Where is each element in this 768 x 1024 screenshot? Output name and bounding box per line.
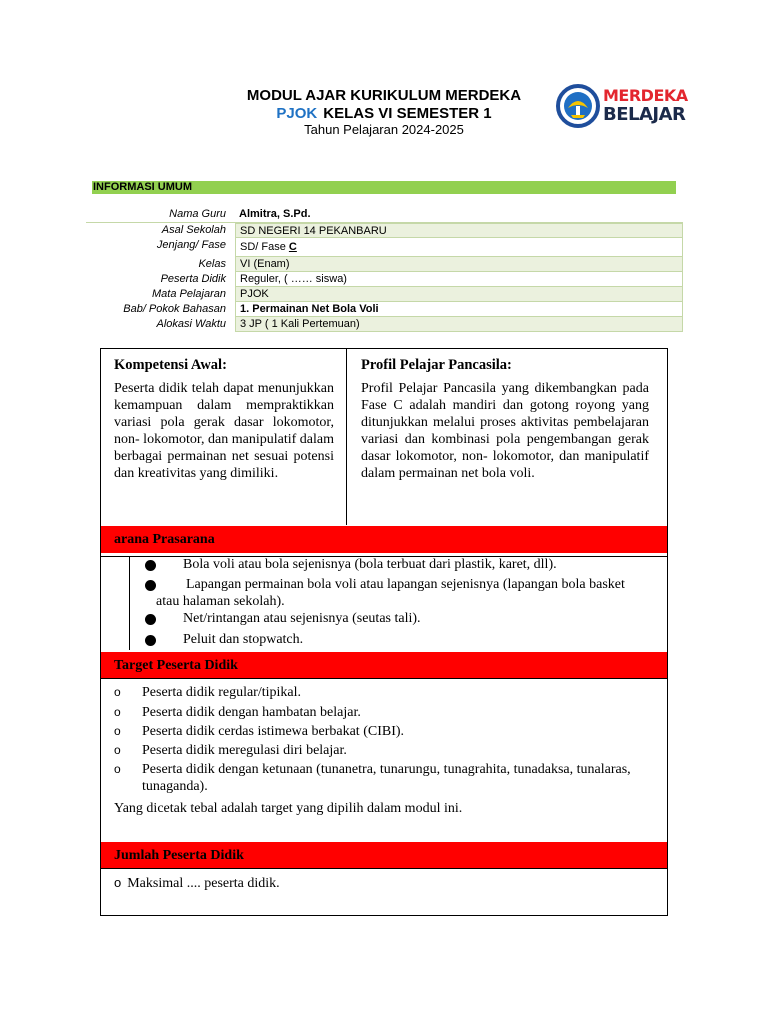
list-item-text: Peserta didik dengan hambatan belajar. xyxy=(142,705,361,720)
circle-bullet-icon: o xyxy=(114,743,121,757)
info-label: Nama Guru xyxy=(169,208,226,220)
list-item-text: Peluit dan stopwatch. xyxy=(183,632,304,647)
informasi-umum-heading: INFORMASI UMUM xyxy=(92,181,676,194)
info-row-kelas xyxy=(86,257,683,272)
list-item-text: Net/rintangan atau sejenisnya (seutas tali). xyxy=(183,611,421,626)
logo-line-belajar: BELAJAR xyxy=(603,104,686,125)
info-value: Reguler, ( …… siswa) xyxy=(235,272,683,287)
info-row-jenjang-fase xyxy=(86,238,683,257)
info-row-mata-pelajaran xyxy=(86,287,683,302)
jumlah-top-rule xyxy=(101,868,667,869)
kompetensi-awal-body: Peserta didik telah dapat menunjukkan kemampuan dalam mempraktikkan variasi pola gerak dasar lokomotor, non- lokomotor, dan manipulatif dalam berbagai permainan net sesuai potensi dan kreativitas yang dimiliki. xyxy=(114,381,334,481)
informasi-umum-table xyxy=(86,207,683,332)
list-item xyxy=(114,874,280,892)
list-item-text: Peserta didik dengan ketunaan (tunanetra, tunarungu, tunagrahita, tunadaksa, tunalaras, tunaganda). xyxy=(142,762,631,794)
info-label: Jenjang/ Fase xyxy=(156,239,226,251)
target-top-rule xyxy=(101,678,667,679)
info-row-pokok-bahasan xyxy=(86,302,683,317)
list-item-text: Bola voli atau bola sejenisnya (bola terbuat dari plastik, karet, dll). xyxy=(183,557,557,572)
subject-label: PJOK xyxy=(276,105,318,122)
info-row-nama-guru xyxy=(86,207,683,222)
info-value: Almitra, S.Pd. xyxy=(239,208,311,220)
list-item-text: Maksimal .... peserta didik. xyxy=(127,876,280,891)
profil-pelajar-title: Profil Pelajar Pancasila: xyxy=(361,357,512,373)
profil-pelajar-body: Profil Pelajar Pancasila yang dikembangkan pada Fase C adalah mandiri dan gotong royong yang ditunjukkan melalui proses aktivitas pembelajaran variasi dan kombinasi pola pengembangan gerak dasar lokomotor, non- lokomotor, dan manipulatif dalam permainan net bola voli. xyxy=(361,381,649,481)
bullet-icon xyxy=(145,635,156,646)
target-note: Yang dicetak tebal adalah target yang dipilih dalam modul ini. xyxy=(114,801,463,816)
info-label: Bab/ Pokok Bahasan xyxy=(123,303,226,315)
circle-bullet-icon: o xyxy=(114,724,121,738)
logo-line-merdeka: MERDEKA xyxy=(603,86,688,105)
column-divider xyxy=(346,348,347,525)
sarana-left-rule xyxy=(129,556,130,650)
list-item xyxy=(145,576,625,610)
bullet-icon xyxy=(145,560,156,571)
info-label: Alokasi Waktu xyxy=(156,318,226,330)
academic-year: Tahun Pelajaran 2024-2025 xyxy=(304,122,464,137)
kompetensi-awal-title: Kompetensi Awal: xyxy=(114,357,227,373)
info-row-alokasi-waktu xyxy=(86,317,683,332)
info-value: SD NEGERI 14 PEKANBARU xyxy=(235,223,683,238)
jumlah-peserta-didik-heading: Jumlah Peserta Didik xyxy=(101,842,667,869)
list-item-text: Peserta didik regular/tipikal. xyxy=(142,685,302,700)
info-value: VI (Enam) xyxy=(235,257,683,272)
merdeka-belajar-logo xyxy=(556,84,688,128)
circle-bullet-icon: o xyxy=(114,875,122,890)
bullet-icon xyxy=(145,614,156,625)
circle-bullet-icon: o xyxy=(114,705,121,719)
tut-wuri-handayani-emblem-icon xyxy=(556,84,600,128)
info-value: 1. Permainan Net Bola Voli xyxy=(235,302,683,317)
info-value xyxy=(235,238,683,257)
info-value: 3 JP ( 1 Kali Pertemuan) xyxy=(235,317,683,332)
list-item-text: Peserta didik cerdas istimewa berbakat (CIBI). xyxy=(142,724,405,739)
class-semester-label: KELAS VI SEMESTER 1 xyxy=(323,105,492,122)
document-title: MODUL AJAR KURIKULUM MERDEKA xyxy=(246,87,522,104)
bullet-icon xyxy=(145,580,156,591)
circle-bullet-icon: o xyxy=(114,685,121,699)
list-item-text: Lapangan permainan bola voli atau lapangan sejenisnya (lapangan bola basket atau halaman sekolah). xyxy=(156,577,625,609)
fase-letter: C xyxy=(288,241,297,253)
info-label: Peserta Didik xyxy=(160,273,226,285)
info-label: Kelas xyxy=(198,258,226,270)
info-label: Asal Sekolah xyxy=(161,224,226,236)
fase-prefix: SD/ Fase xyxy=(240,241,289,253)
info-label: Mata Pelajaran xyxy=(152,288,226,300)
info-row-asal-sekolah xyxy=(86,222,683,238)
circle-bullet-icon: o xyxy=(114,762,121,776)
list-item-text: Peserta didik meregulasi diri belajar. xyxy=(142,743,347,758)
target-peserta-didik-heading: Target Peserta Didik xyxy=(101,652,667,679)
sarana-prasarana-heading: arana Prasarana xyxy=(101,526,667,553)
info-row-peserta-didik xyxy=(86,272,683,287)
info-value: PJOK xyxy=(235,287,683,302)
